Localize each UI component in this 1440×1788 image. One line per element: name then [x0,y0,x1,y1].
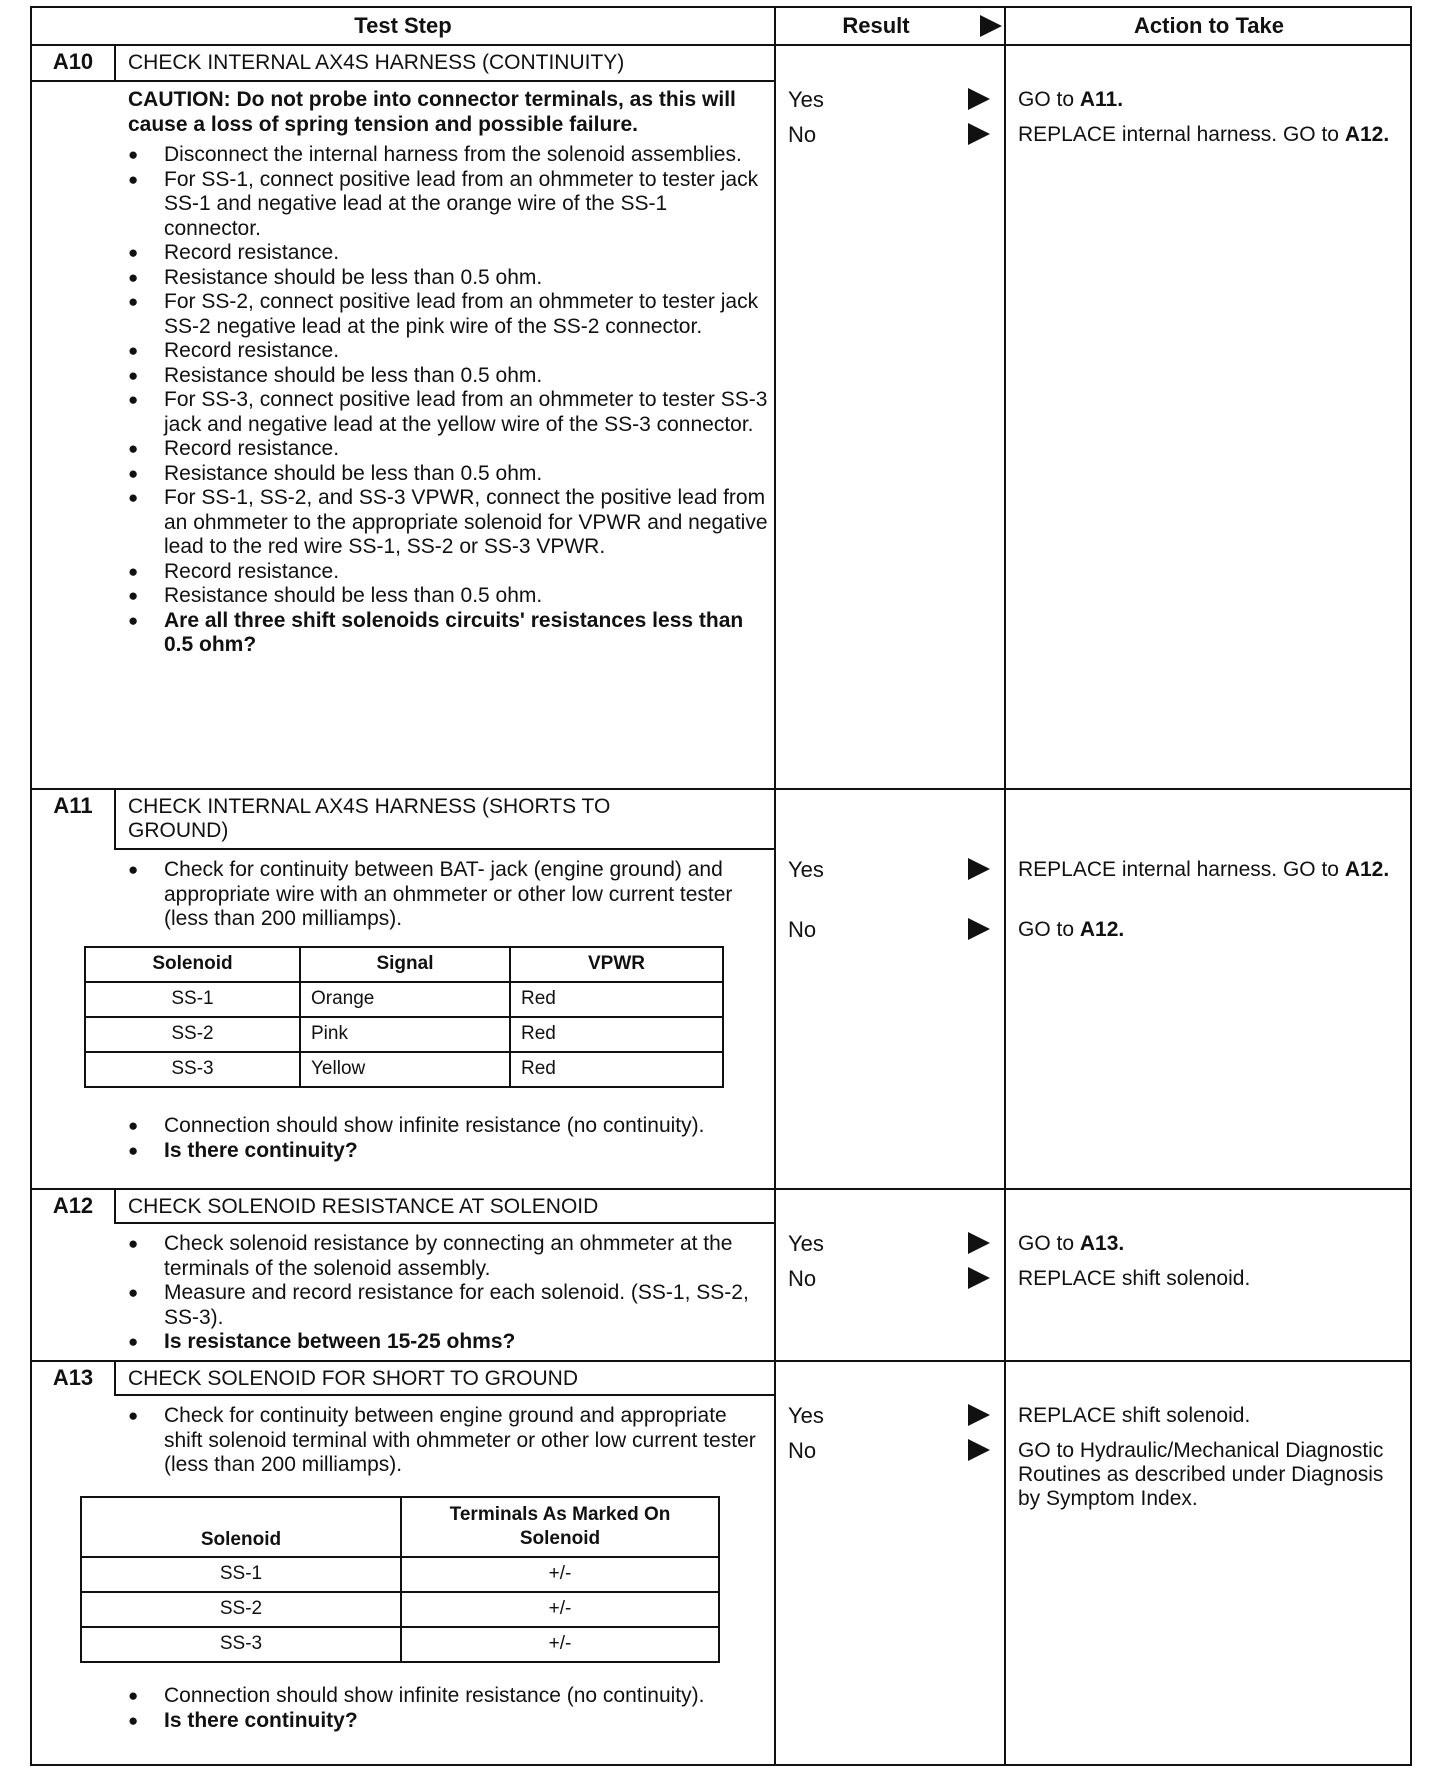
list-item: ● Check for continuity between BAT- jack (engine ground) and appropriate wire with an ohmmeter or other low current tester (less than 200 milliamps). [128,858,768,932]
a12-title-divider [114,1222,774,1224]
table-row [81,1627,719,1662]
a12-result-no [788,1267,990,1292]
a11-end-divider [32,1188,1412,1190]
a10-action-no [1018,123,1408,147]
step-ref-a11: A11. [1079,88,1124,111]
list-item: ● Check for continuity between engine ground and appropriate shift solenoid terminal with ohmmeter or other low current tester (less than 200 milliamps). [128,1404,768,1478]
a12-end-divider [32,1360,1412,1362]
action-text: GO to [1018,88,1080,111]
table-header-row [81,1497,719,1557]
list-item: ● For SS-1, connect positive lead from an ohmmeter to tester jack SS-1 and negative lead at the orange wire of the SS-1 connector. [128,168,768,242]
list-item: ● Record resistance. [128,339,768,364]
list-item: ● For SS-3, connect positive lead from an ohmmeter to tester SS-3 jack and negative lead at the yellow wire of the SS-3 connector. [128,388,768,437]
table-cell: SS-1 [81,1557,401,1592]
a11-body-bottom [128,1114,768,1163]
a11-action-no [1018,918,1408,942]
list-item: ● Disconnect the internal harness from the solenoid assemblies. [128,143,768,168]
step-id-a10: A10 [52,49,94,74]
a12-id-divider [114,1188,116,1224]
list-item: ● Measure and record resistance for each solenoid. (SS-1, SS-2, SS-3). [128,1281,768,1330]
table-cell: +/- [401,1557,719,1592]
a11-action-yes [1018,858,1408,882]
a13-result-yes [788,1404,990,1429]
action-text: GO to [1018,1232,1080,1255]
a10-result-no [788,123,990,148]
result-arrow-icon [968,123,990,145]
result-no-label: No [788,1438,817,1463]
table-cell: SS-2 [81,1592,401,1627]
divider-test-result [774,8,776,1764]
list-item-question: ● Is resistance between 15-25 ohms? [128,1330,768,1355]
result-arrow-icon [968,1232,990,1254]
a13-action-no: GO to Hydraulic/Mechanical Diagnostic Routines as described under Diagnosis by Symptom Index. [1018,1439,1384,1510]
table-row [85,982,723,1017]
a10-action-yes [1018,88,1408,112]
result-no-label: No [788,122,817,147]
step-title-a11: CHECK INTERNAL AX4S HARNESS (SHORTS TO GROUND) [128,795,611,842]
step-id-a13: A13 [52,1365,94,1390]
a12-body [128,1232,768,1355]
list-item: ● Record resistance. [128,241,768,266]
a12-action-no: REPLACE shift solenoid. [1018,1267,1251,1290]
list-item: ● Record resistance. [128,437,768,462]
table-cell: Red [510,1052,723,1087]
a13-title-divider [114,1394,774,1396]
step-id-a12: A12 [52,1193,94,1218]
action-text: REPLACE internal harness. GO to [1018,858,1345,881]
step-ref-a12: A12. [1079,918,1125,941]
table-header-cell: Solenoid [81,1497,401,1557]
table-cell: SS-3 [85,1052,300,1087]
a11-body-top [128,858,768,932]
a10-id-divider [114,44,116,82]
table-cell: SS-3 [81,1627,401,1662]
table-cell: Pink [300,1017,510,1052]
step-title-a10: CHECK INTERNAL AX4S HARNESS (CONTINUITY) [128,51,625,74]
table-cell: +/- [401,1592,719,1627]
list-item-question: ● Are all three shift solenoids circuits' resistances less than 0.5 ohm? [128,609,768,658]
result-no-label: No [788,917,817,942]
table-row [81,1557,719,1592]
step-title-a12: CHECK SOLENOID RESISTANCE AT SOLENOID [128,1195,599,1218]
header-test-step: Test Step [354,13,452,38]
a12-result-yes [788,1232,990,1257]
a10-end-divider [32,788,1412,790]
diagnostic-table [30,6,1412,1766]
header-arrow-icon [980,15,1002,37]
list-item: ● For SS-2, connect positive lead from an ohmmeter to tester jack SS-2 negative lead at the pink wire of the SS-2 connector. [128,290,768,339]
a13-bullet-list-top [128,1404,768,1478]
table-header-row [85,947,723,982]
a13-result-no [788,1439,990,1464]
result-yes-label: Yes [788,1231,824,1256]
a13-terminal-table [80,1496,720,1663]
table-cell: Red [510,1017,723,1052]
a11-result-yes [788,858,990,883]
header-divider [32,44,1412,46]
step-id-a11: A11 [53,793,93,818]
a11-wire-table [84,946,724,1088]
a12-bullet-list [128,1232,768,1355]
a10-title-divider [32,80,774,82]
table-cell: +/- [401,1627,719,1662]
table-header-cell: VPWR [510,947,723,982]
a11-bullet-list-bottom [128,1114,768,1163]
step-ref-a12: A12. [1344,123,1390,146]
a13-bullet-list-bottom [128,1684,768,1733]
table-row [81,1592,719,1627]
table-header-cell: Signal [300,947,510,982]
header-action: Action to Take [1134,13,1284,38]
a13-body-top [128,1404,768,1478]
step-ref-a13: A13. [1079,1232,1125,1255]
result-no-label: No [788,1266,817,1291]
a10-bullet-list [128,143,768,658]
list-item: ● Check solenoid resistance by connecting an ohmmeter at the terminals of the solenoid assembly. [128,1232,768,1281]
result-arrow-icon [968,88,990,110]
list-item: ● Resistance should be less than 0.5 ohm. [128,364,768,389]
header-result: Result [842,13,910,38]
a11-bullet-list-top [128,858,768,932]
result-arrow-icon [968,858,990,880]
result-yes-label: Yes [788,1403,824,1428]
result-arrow-icon [968,918,990,940]
list-item-question: ● Is there continuity? [128,1139,768,1164]
list-item: ● Connection should show infinite resistance (no continuity). [128,1114,768,1139]
step-title-a13: CHECK SOLENOID FOR SHORT TO GROUND [128,1367,579,1390]
a10-caution: CAUTION: Do not probe into connector terminals, as this will cause a loss of spring tension and possible failure. [128,88,736,136]
table-row [85,1052,723,1087]
a11-id-divider [114,788,116,850]
a13-action-yes: REPLACE shift solenoid. [1018,1404,1251,1427]
a10-body [128,88,768,658]
result-arrow-icon [968,1439,990,1461]
table-cell: Yellow [300,1052,510,1087]
result-arrow-icon [968,1267,990,1289]
step-ref-a12: A12. [1344,858,1390,881]
list-item: ● Resistance should be less than 0.5 ohm. [128,462,768,487]
table-header-cell: Solenoid [85,947,300,982]
action-text: REPLACE internal harness. GO to [1018,123,1345,146]
a11-result-no [788,918,990,943]
list-item: ● Connection should show infinite resistance (no continuity). [128,1684,768,1709]
action-text: GO to [1018,918,1080,941]
table-header-cell: Terminals As Marked On Solenoid [401,1497,719,1557]
list-item-question: ● Is there continuity? [128,1709,768,1734]
a12-action-yes [1018,1232,1408,1256]
result-yes-label: Yes [788,857,824,882]
a13-body-bottom [128,1684,768,1733]
divider-result-action [1004,8,1006,1764]
table-cell: SS-2 [85,1017,300,1052]
list-item: ● Record resistance. [128,560,768,585]
list-item: ● Resistance should be less than 0.5 ohm. [128,266,768,291]
list-item: ● For SS-1, SS-2, and SS-3 VPWR, connect the positive lead from an ohmmeter to the appropriate solenoid for VPWR and negative lead to the red wire SS-1, SS-2 or SS-3 VPWR. [128,486,768,560]
table-row [85,1017,723,1052]
result-yes-label: Yes [788,87,824,112]
a13-id-divider [114,1360,116,1396]
list-item: ● Resistance should be less than 0.5 ohm. [128,584,768,609]
a10-result-yes [788,88,990,113]
a11-title-divider [114,848,774,850]
table-cell: Orange [300,982,510,1017]
result-arrow-icon [968,1404,990,1426]
table-cell: Red [510,982,723,1017]
table-cell: SS-1 [85,982,300,1017]
